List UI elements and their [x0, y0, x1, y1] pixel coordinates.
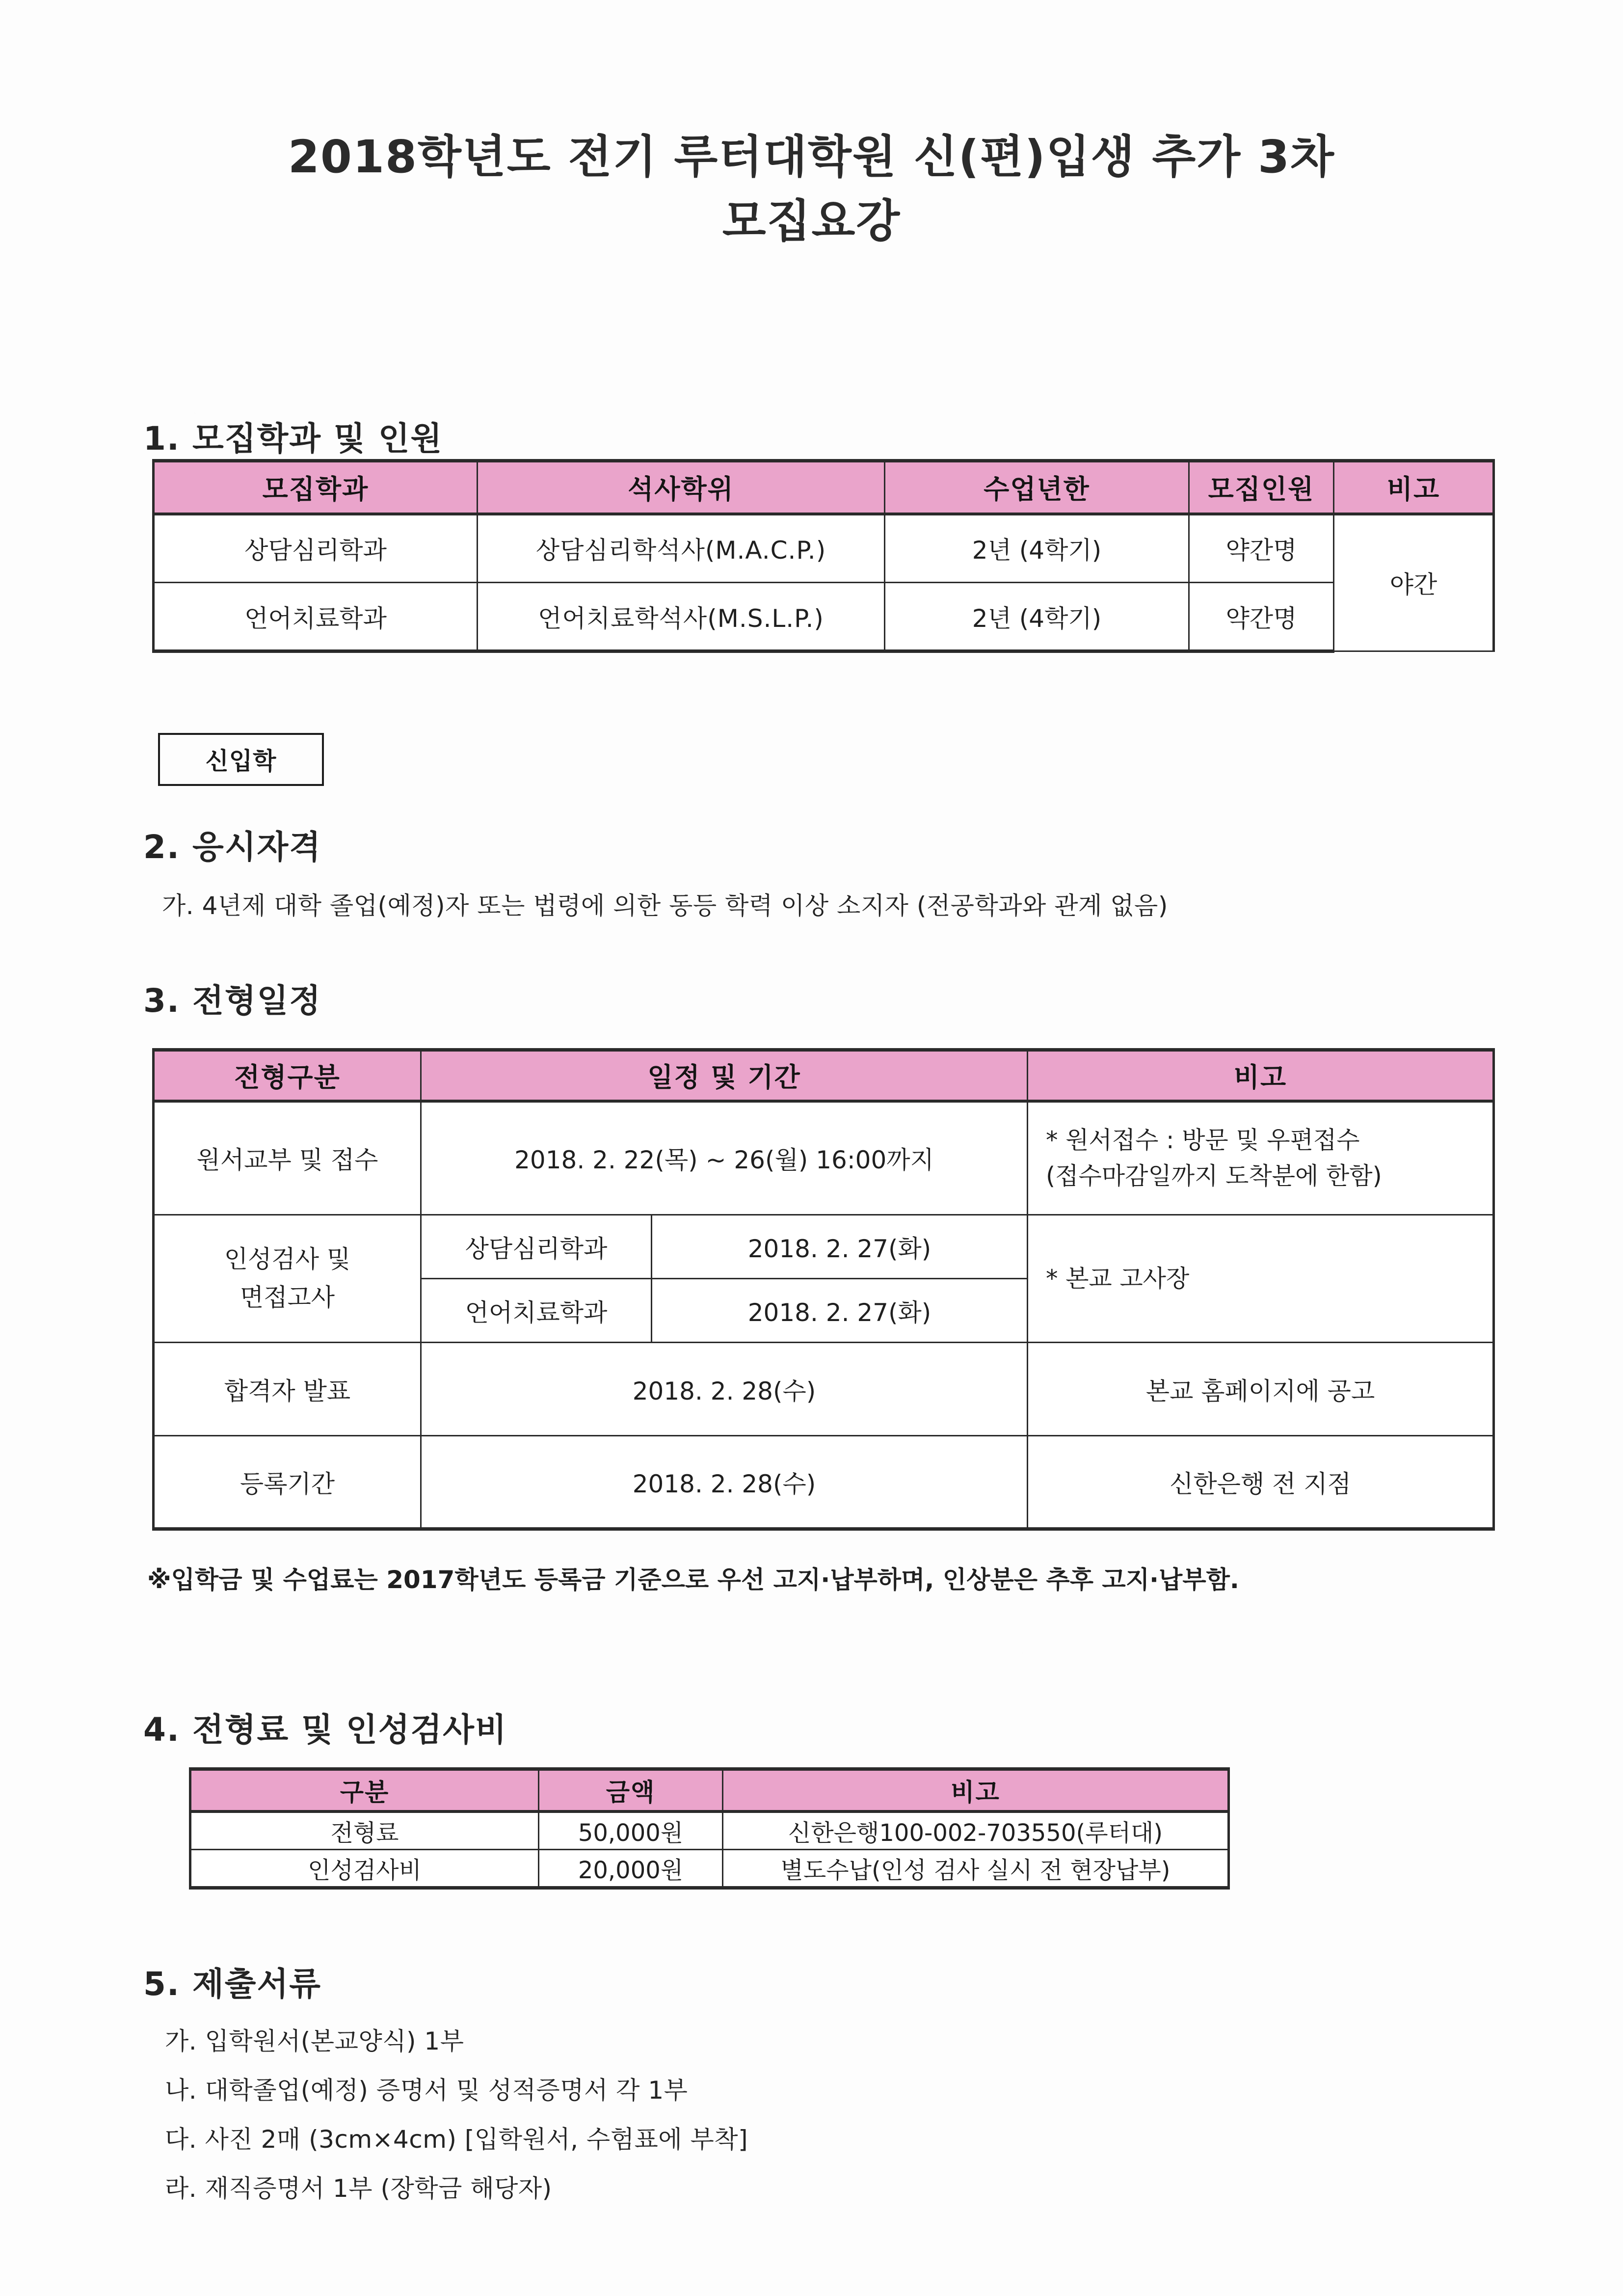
section-3-heading: 3. 전형일정 — [143, 982, 321, 1020]
document-item: 가. 입학원서(본교양식) 1부 — [165, 2027, 464, 2055]
table-row — [154, 1436, 1494, 1529]
admission-type-badge — [158, 733, 324, 786]
cell-fee-type: 인성검사비 — [190, 1850, 539, 1888]
fee-table — [189, 1767, 1230, 1890]
col-header-amount: 금액 — [539, 1769, 723, 1811]
admission-type-label: 신입학 — [205, 747, 277, 775]
cell-duration: 2년 (4학기) — [885, 583, 1189, 651]
table-row — [190, 1811, 1229, 1850]
cell-category-exam — [154, 1215, 421, 1343]
title-line-2: 모집요강 — [722, 194, 901, 247]
title-line-1: 2018학년도 전기 루터대학원 신(편)입생 추가 3차 — [288, 131, 1335, 183]
cell-category: 등록기간 — [154, 1436, 421, 1529]
section-1-heading: 1. 모집학과 및 인원 — [143, 420, 443, 458]
cell-fee-amount: 20,000원 — [539, 1850, 723, 1888]
cell-duration: 2년 (4학기) — [885, 514, 1189, 583]
cell-exam-date: 2018. 2. 27(화) — [652, 1279, 1028, 1343]
col-header-remark: 비고 — [723, 1769, 1229, 1811]
col-header-schedule: 일정 및 기간 — [421, 1050, 1028, 1101]
cell-quota: 약간명 — [1189, 583, 1334, 651]
cell-degree: 언어치료학석사(M.S.L.P.) — [478, 583, 885, 651]
col-header-degree: 석사학위 — [478, 461, 885, 514]
category-line-1: 인성검사 및 — [224, 1245, 351, 1273]
cell-fee-remark: 별도수납(인성 검사 실시 전 현장납부) — [723, 1850, 1229, 1888]
cell-exam-dept: 상담심리학과 — [421, 1215, 652, 1279]
cell-department: 상담심리학과 — [154, 514, 478, 583]
cell-category: 원서교부 및 접수 — [154, 1101, 421, 1215]
cell-fee-type: 전형료 — [190, 1811, 539, 1850]
section-2-heading: 2. 응시자격 — [143, 828, 321, 866]
remark-line-1: * 원서접수 : 방문 및 우편접수 — [1046, 1126, 1360, 1154]
table-row — [154, 1215, 1494, 1279]
col-header-department: 모집학과 — [154, 461, 478, 514]
cell-remark — [1028, 1215, 1494, 1343]
cell-remark — [1028, 1101, 1494, 1215]
document-item: 라. 재직증명서 1부 (장학금 해당자) — [165, 2174, 552, 2203]
cell-schedule: 2018. 2. 28(수) — [421, 1436, 1028, 1529]
col-header-remark: 비고 — [1028, 1050, 1494, 1101]
cell-quota: 약간명 — [1189, 514, 1334, 583]
cell-remark: 신한은행 전 지점 — [1028, 1436, 1494, 1529]
table-row — [154, 1101, 1494, 1215]
table-header-row — [154, 461, 1494, 514]
table-header-row — [190, 1769, 1229, 1811]
cell-category: 합격자 발표 — [154, 1343, 421, 1436]
tuition-footnote: ※입학금 및 수업료는 2017학년도 등록금 기준으로 우선 고지·납부하며, 인상분은 추후 고지·납부함. — [147, 1566, 1239, 1594]
cell-exam-date: 2018. 2. 27(화) — [652, 1215, 1028, 1279]
cell-exam-dept: 언어치료학과 — [421, 1279, 652, 1343]
col-header-category: 전형구분 — [154, 1050, 421, 1101]
remark-text: * 본교 고사장 — [1046, 1264, 1190, 1293]
eligibility-item: 가. 4년제 대학 졸업(예정)자 또는 법령에 의한 동등 학력 이상 소지자 (전공학과와 관계 없음) — [162, 891, 1168, 920]
category-line-2: 면접고사 — [239, 1283, 335, 1312]
remark-line-2: (접수마감일까지 도착분에 한함) — [1046, 1162, 1382, 1190]
cell-department: 언어치료학과 — [154, 583, 478, 651]
page-title — [0, 125, 1623, 253]
section-4-heading: 4. 전형료 및 인성검사비 — [143, 1711, 507, 1749]
cell-degree: 상담심리학석사(M.A.C.P.) — [478, 514, 885, 583]
schedule-table — [152, 1048, 1495, 1531]
col-header-duration: 수업년한 — [885, 461, 1189, 514]
cell-schedule: 2018. 2. 28(수) — [421, 1343, 1028, 1436]
col-header-type: 구분 — [190, 1769, 539, 1811]
col-header-quota: 모집인원 — [1189, 461, 1334, 514]
recruitment-table — [152, 459, 1495, 653]
table-row — [190, 1850, 1229, 1888]
cell-remark-merged: 야간 — [1334, 514, 1494, 651]
table-header-row — [154, 1050, 1494, 1101]
table-row — [154, 1343, 1494, 1436]
document-item: 나. 대학졸업(예정) 증명서 및 성적증명서 각 1부 — [165, 2076, 688, 2105]
cell-schedule: 2018. 2. 22(목) ~ 26(월) 16:00까지 — [421, 1101, 1028, 1215]
table-row — [154, 583, 1494, 651]
cell-remark: 본교 홈페이지에 공고 — [1028, 1343, 1494, 1436]
table-row — [154, 514, 1494, 583]
cell-fee-remark: 신한은행100-002-703550(루터대) — [723, 1811, 1229, 1850]
document-item: 다. 사진 2매 (3cm×4cm) [입학원서, 수험표에 부착] — [165, 2125, 748, 2154]
section-5-heading: 5. 제출서류 — [143, 1965, 321, 2003]
col-header-remark: 비고 — [1334, 461, 1494, 514]
cell-fee-amount: 50,000원 — [539, 1811, 723, 1850]
